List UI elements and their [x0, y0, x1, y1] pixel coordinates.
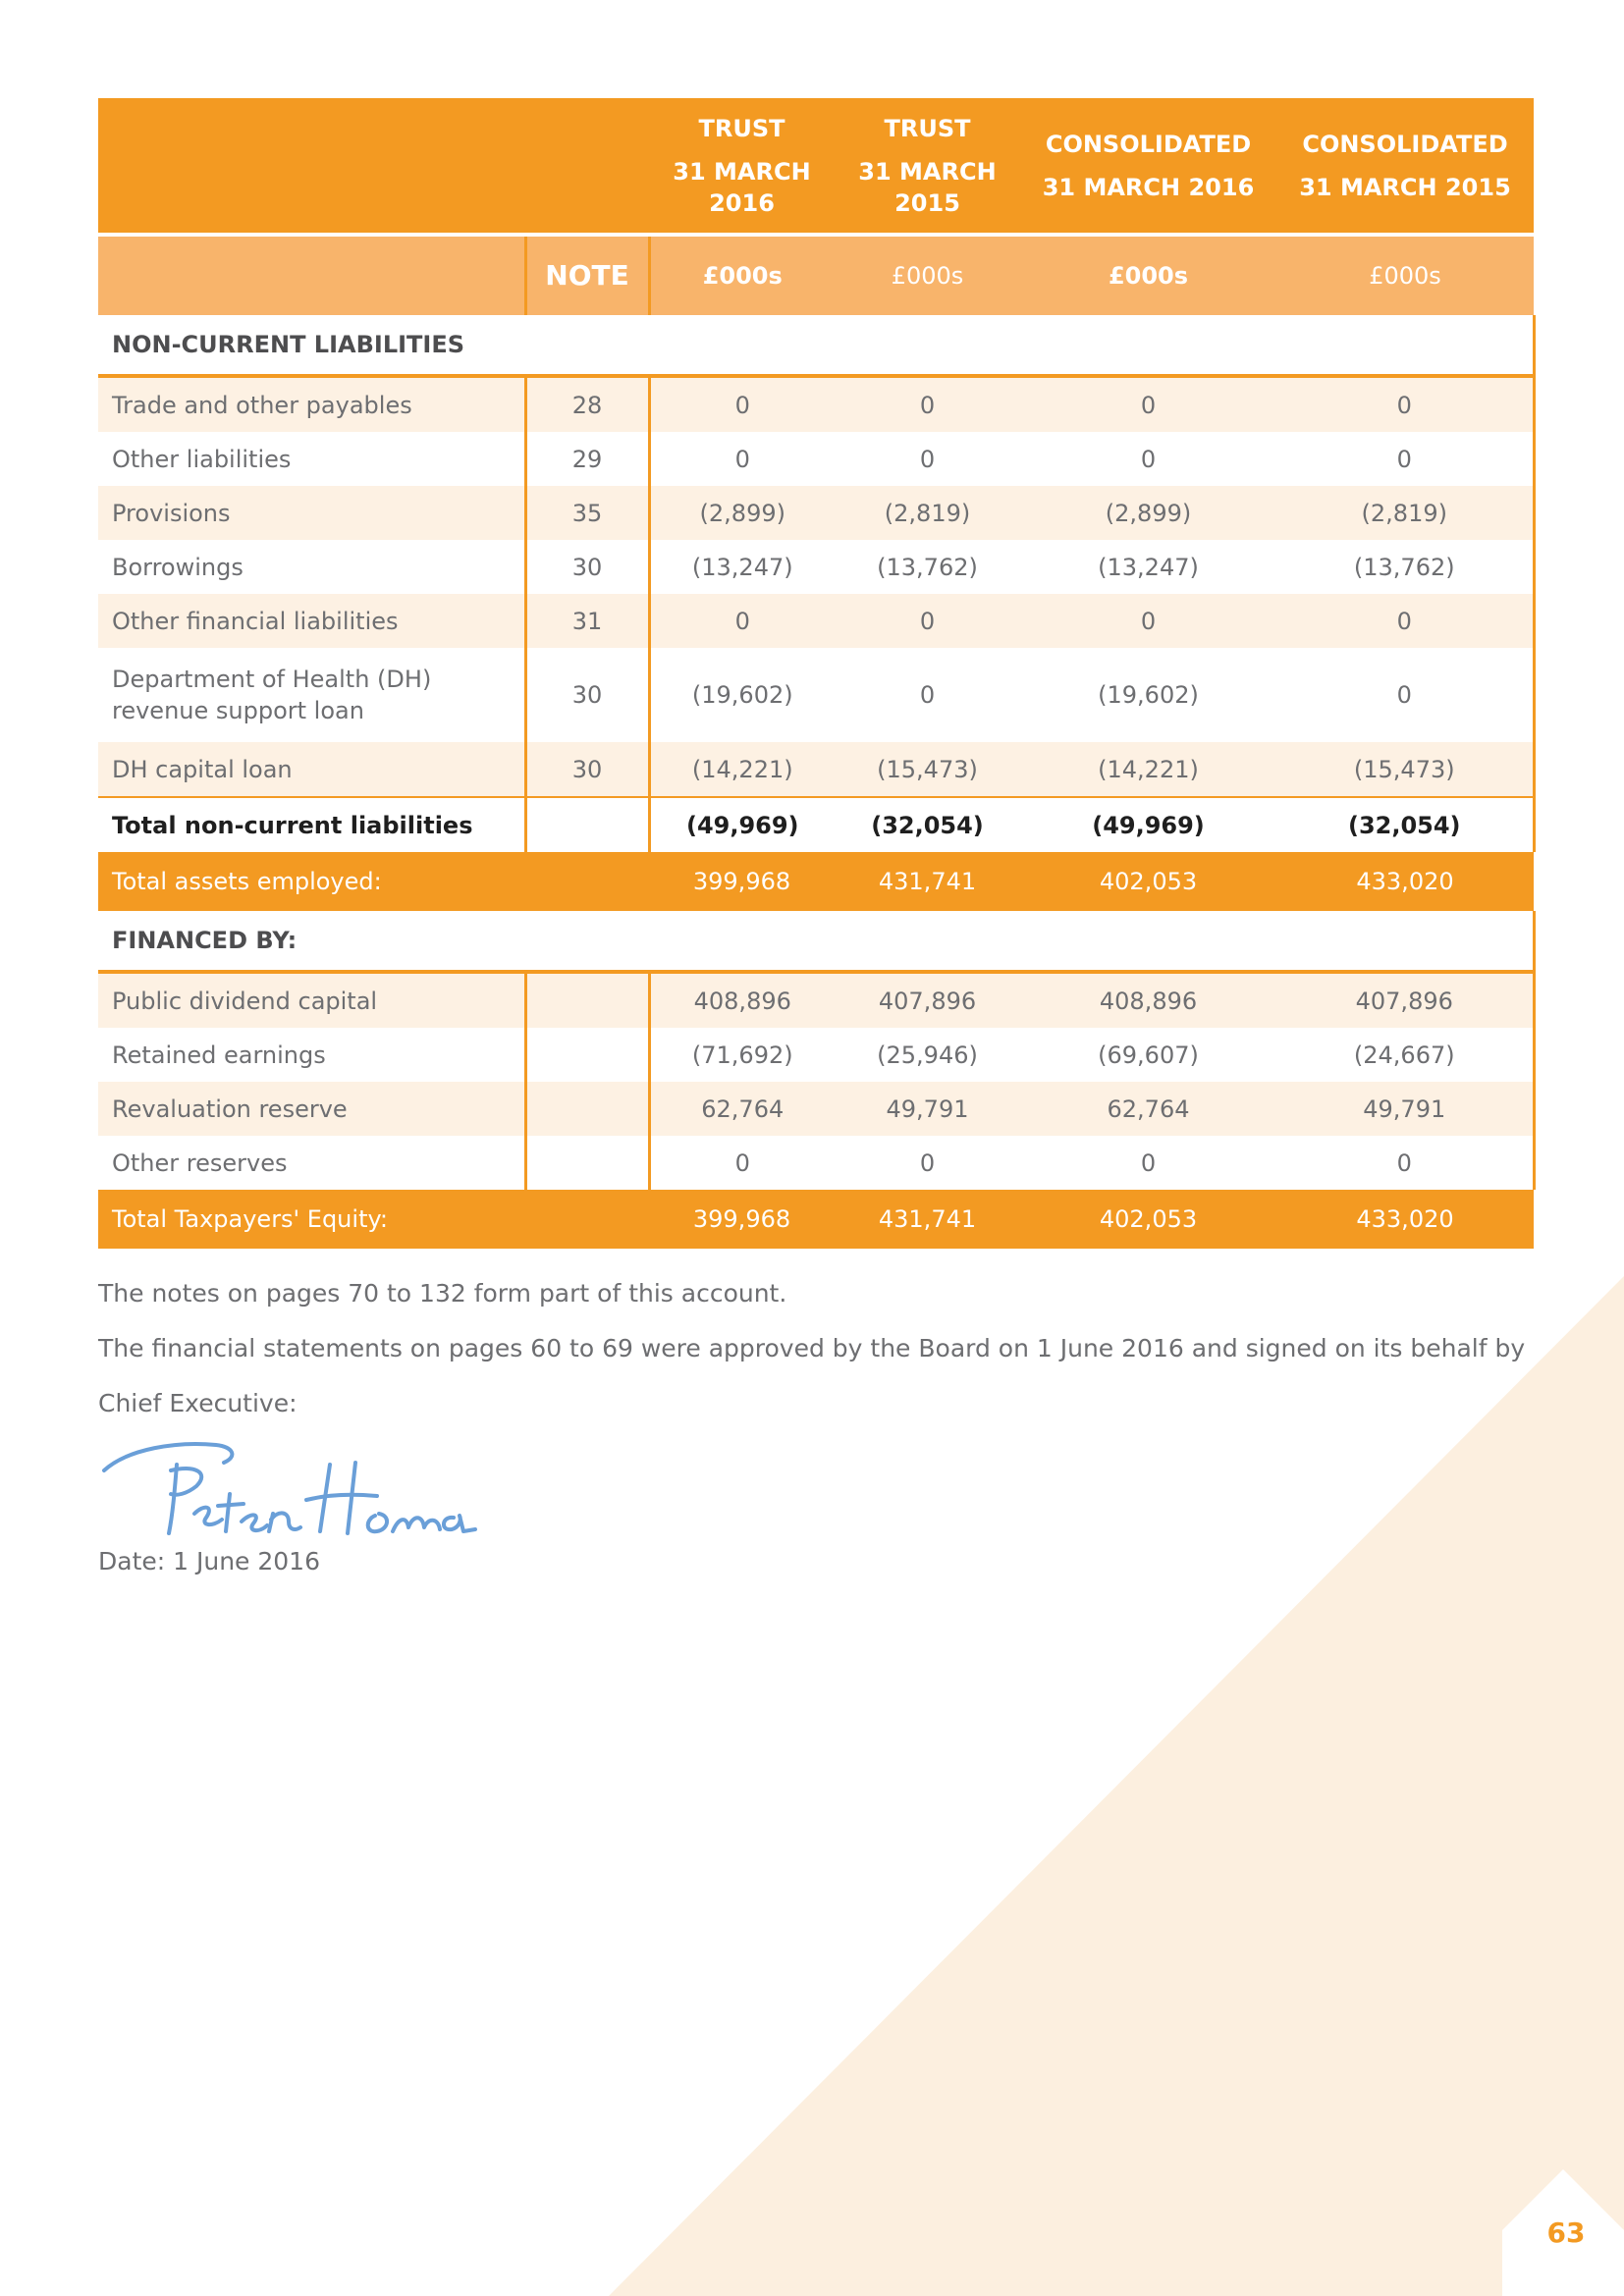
page-number: 63: [1546, 2216, 1586, 2249]
band-label: Total Taxpayers' Equity:: [98, 1190, 649, 1249]
value-cell: 0: [1276, 648, 1534, 742]
table-row: [98, 594, 1534, 648]
section-header-row: [98, 315, 1534, 376]
value-cell: (69,607): [1098, 1041, 1199, 1069]
signatory-label: Chief Executive:: [98, 1389, 298, 1417]
value-cell: (13,762): [877, 553, 978, 581]
table-row: [98, 972, 1534, 1028]
approval-line: The financial statements on pages 60 to 69 were approved by the Board on 1 June 2016 and signed on its behalf by: [98, 1334, 1526, 1362]
value-cell: 0: [1020, 376, 1276, 432]
value-cell: 0: [734, 1148, 750, 1177]
value-cell: (2,819): [1276, 486, 1534, 540]
value-cell: (14,221): [1020, 742, 1276, 797]
column-header: CONSOLIDATED 31 MARCH 2016: [1020, 98, 1276, 235]
taxpayers-equity-row: [98, 1190, 1534, 1249]
value-cell: 0: [1020, 594, 1276, 648]
value-cell: (19,602): [691, 681, 793, 709]
value-cell: 0: [649, 376, 835, 432]
row-label: Revaluation reserve: [98, 1082, 525, 1136]
footnotes: [98, 1266, 1534, 1431]
signature-image: [98, 1435, 481, 1543]
note-ref: [525, 972, 649, 1028]
band-value: 399,968: [649, 1190, 835, 1249]
note-ref: [525, 1136, 649, 1190]
table-row: [98, 432, 1534, 486]
value-cell: (71,692): [691, 1041, 793, 1069]
row-label: Retained earnings: [112, 1041, 326, 1069]
total-value: (49,969): [649, 797, 835, 852]
total-row: [98, 797, 1534, 852]
section-title: FINANCED BY:: [98, 911, 1534, 972]
note-ref: 31: [525, 594, 649, 648]
value-cell: (19,602): [1098, 681, 1199, 709]
value-cell: 408,896: [1020, 972, 1276, 1028]
band-value: 433,020: [1276, 1190, 1534, 1249]
band-label: Total assets employed:: [98, 852, 649, 911]
table-row: [98, 540, 1534, 594]
note-ref: 29: [525, 432, 649, 486]
table-row: [98, 742, 1534, 797]
column-header: TRUST 31 MARCH 2016: [649, 98, 835, 235]
value-cell: 0: [919, 445, 936, 473]
row-label: Other financial liabilities: [98, 594, 525, 648]
value-cell: 0: [1276, 432, 1534, 486]
value-cell: (15,473): [1276, 742, 1534, 797]
band-value: 402,053: [1020, 1190, 1276, 1249]
note-column-header: NOTE: [525, 235, 649, 315]
unit-label: £000s: [649, 235, 835, 315]
row-label: Public dividend capital: [98, 972, 525, 1028]
value-cell: 407,896: [1276, 972, 1534, 1028]
financial-position-table: [98, 98, 1536, 1249]
row-label: DH capital loan: [98, 742, 525, 797]
row-label: Department of Health (DH) revenue support loan: [112, 666, 432, 724]
value-cell: (2,819): [835, 486, 1020, 540]
unit-header-row: [98, 235, 1534, 315]
note-ref: 30: [525, 540, 649, 594]
section-header-row: [98, 911, 1534, 972]
table-row: [98, 1082, 1534, 1136]
assets-employed-row: [98, 852, 1534, 911]
note-ref: 30: [525, 648, 649, 742]
row-label: Other liabilities: [112, 445, 292, 473]
table-row: [98, 376, 1534, 432]
value-cell: (25,946): [877, 1041, 978, 1069]
note-ref: 28: [525, 376, 649, 432]
value-cell: 407,896: [835, 972, 1020, 1028]
row-label: Other reserves: [112, 1148, 288, 1177]
value-cell: 0: [835, 376, 1020, 432]
row-label: Borrowings: [112, 553, 244, 581]
unit-blank-cell: [98, 235, 525, 315]
signature-date: Date: 1 June 2016: [98, 1547, 320, 1575]
value-cell: (13,247): [691, 553, 793, 581]
total-label: Total non-current liabilities: [98, 797, 525, 852]
value-cell: 0: [919, 1148, 936, 1177]
unit-label: £000s: [835, 235, 1020, 315]
unit-label: £000s: [1276, 235, 1534, 315]
value-cell: (13,247): [1098, 553, 1199, 581]
note-ref: [525, 1082, 649, 1136]
header-blank-cell: [98, 98, 525, 235]
value-cell: 62,764: [1020, 1082, 1276, 1136]
total-value: (32,054): [1276, 797, 1534, 852]
total-value: (49,969): [1020, 797, 1276, 852]
band-value: 399,968: [649, 852, 835, 911]
value-cell: 0: [1276, 1136, 1534, 1190]
value-cell: (24,667): [1276, 1028, 1534, 1082]
value-cell: (13,762): [1276, 540, 1534, 594]
value-cell: 0: [1276, 376, 1534, 432]
total-value: (32,054): [835, 797, 1020, 852]
note-ref: 35: [525, 486, 649, 540]
value-cell: 49,791: [835, 1082, 1020, 1136]
value-cell: 0: [734, 445, 750, 473]
column-header: TRUST 31 MARCH 2015: [835, 98, 1020, 235]
note-ref: [525, 797, 649, 852]
value-cell: 49,791: [1276, 1082, 1534, 1136]
value-cell: 0: [919, 681, 936, 709]
band-value: 402,053: [1020, 852, 1276, 911]
column-header-row: [98, 98, 1534, 235]
table-row: [98, 1028, 1534, 1082]
value-cell: (14,221): [649, 742, 835, 797]
value-cell: 408,896: [649, 972, 835, 1028]
table-row: [98, 648, 1534, 742]
note-ref: 30: [525, 742, 649, 797]
section-title: NON-CURRENT LIABILITIES: [98, 315, 1534, 376]
value-cell: 62,764: [649, 1082, 835, 1136]
table-row: [98, 486, 1534, 540]
unit-label: £000s: [1020, 235, 1276, 315]
statement-page: [98, 98, 1534, 1575]
row-label: Provisions: [98, 486, 525, 540]
value-cell: (15,473): [835, 742, 1020, 797]
header-blank-cell: [525, 98, 649, 235]
value-cell: 0: [649, 594, 835, 648]
band-value: 431,741: [835, 852, 1020, 911]
band-value: 431,741: [835, 1190, 1020, 1249]
notes-line: The notes on pages 70 to 132 form part of this account.: [98, 1279, 787, 1308]
column-header: CONSOLIDATED 31 MARCH 2015: [1276, 98, 1534, 235]
value-cell: (2,899): [1020, 486, 1276, 540]
band-value: 433,020: [1276, 852, 1534, 911]
value-cell: 0: [1140, 445, 1157, 473]
note-ref: [525, 1028, 649, 1082]
table-row: [98, 1136, 1534, 1190]
value-cell: 0: [1276, 594, 1534, 648]
value-cell: 0: [835, 594, 1020, 648]
value-cell: (2,899): [649, 486, 835, 540]
row-label: Trade and other payables: [98, 376, 525, 432]
value-cell: 0: [1140, 1148, 1157, 1177]
